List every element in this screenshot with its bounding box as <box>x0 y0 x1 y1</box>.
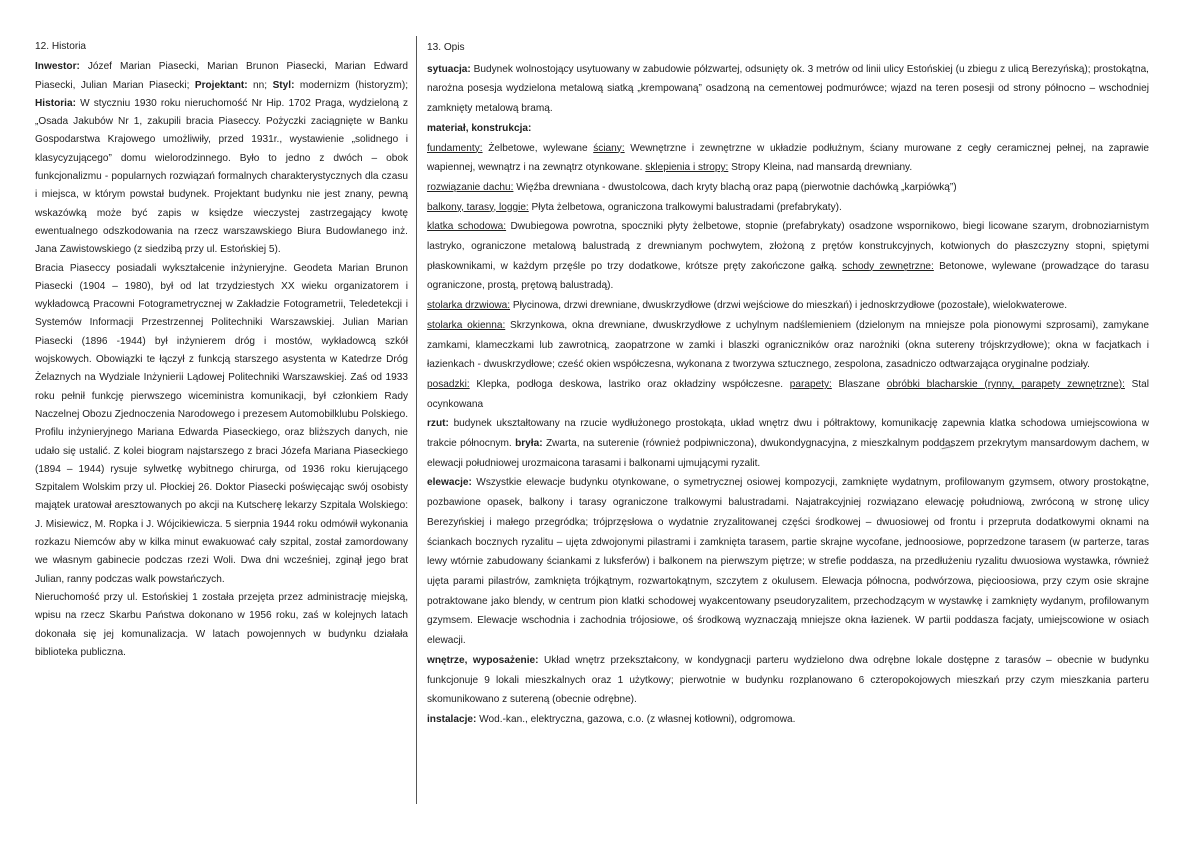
history-brothers-paragraph: Bracia Piaseccy posiadali wykształcenie inżynieryjne. Geodeta Marian Brunon Piasecki (1904 – 1980), był od lat trzydziestych XX wieku organizatorem i wykładowcą Pracowni Fotogrametrycznej w Zakładzie Fotogrametrii, Teledetekcji i Systemów Informacji Przestrzennej Politechniki Warszawskiej. Julian Marian Piasecki (1896 -1944) był inżynierem dróg i mostów, wykładowcą szkół wojskowych. Obowiązki te łączył z funkcją starszego asystenta w Katedrze Dróg Żelaznych na Wydziale Inżynierii Lądowej Politechniki Warszawskiej. Zaś od 1933 roku pełnił funkcję pierwszego wiceministra komunikacji, był członkiem Rady Naczelnej Obozu Zjednoczenia Narodowego i prezesem Automobilklubu Polskiego. Profilu inżynieryjnego Mariana Edwarda Piaseckiego, oraz bliższych danych, nie udało się ustalić. Z kolei biogram najstarszego z braci Józefa Mariana Piaseckiego (1894 – 1944) rysuje sylwetkę wybitnego chirurga, od 1936 roku kierującego Szpitalem Wolskim przy ul. Płockiej 26. Doktor Piasecki poświęcając swój osobisty majątek uratował aresztowanych po akcji na Kutscherę lekarzy Szpitala Wolskiego: J. Misiewicz, M. Ropka i J. Wójcikiewicza. 5 sierpnia 1944 roku odmówił wykonania rozkazu Niemców aby w kilka minut ewakuować cały szpital, został zamordowany we własnym gabinecie podczas rzezi Woli. Dwa dni wcześniej, zginął jego brat Julian, ranny podczas walk powstańczych. <box>35 262 408 585</box>
body-text: Układ wnętrz przekształcony, w kondygnacji parteru wydzielono dwa odrębne lokale dostępne z tarasów – obecnie w budynku funkcjonuje 9 lokali mieszkalnych oraz 1 użytkowy; pierwotnie w budynku rozplanowano 6 czteropokojowych mieszkań przy czym mieszkania parteru skomunikowano z sutereną (obecnie odrębne). <box>427 654 1149 706</box>
description-column <box>427 38 1149 730</box>
subfield-label: schody zewnętrzne: <box>842 260 934 272</box>
body-text: Betonowe, wylewane (prowadzące do tarasu ograniczone, prostą, prętową balustradą). <box>427 260 1149 292</box>
column-divider <box>416 36 417 804</box>
body-text: Zwarta, na suterenie (również podpiwniczona), dwukondygnacyjna, z mieszkalnym poddaszem przekrytym mansardowym dachem, w elewacji południowej urozmaicona tarasami i balkonami ujmującymi ryzalit. <box>427 438 1149 469</box>
subfield-label: sklepienia i stropy: <box>645 162 729 174</box>
body-text: Dwubiegowa powrotna, spoczniki płyty żelbetowe, stopnie (prefabrykaty) osadzone wspornikowo, biegi licowane szarym, drobnoziarnistym lastryko, ograniczone metalową balustradą z drewnianym pochwytem, złożoną z prętów konstrukcyjnych, kotwionych do płaszczyzny stopni, spiętymi płaskownikami, w każdym przęśle po trzy dodatkowe, krótsze pręty zakończone gałką. <box>427 221 1150 272</box>
field-label: Projektant: <box>194 79 248 91</box>
description-paragraph <box>427 375 1149 414</box>
subfield-label: stolarka okienna: <box>427 319 506 331</box>
body-text: Skrzynkowa, okna drewniane, dwuskrzydłowe z uchylnym nadślemieniem (dzielonym na mniejsze pola pionowymi szprosami), zamykane zamkami, klameczkami lub zawrotnicą, zaopatrzone w zamki i blaszki ograniczników oraz narożniki (okna sutereny trójskrzydłowe); okna w facjatkach i łazienkach - dwuskrzydłowe; cześć okien współczesna, wykonana z tworzywa sztucznego, zespolona, zasadniczo odtwarzająca oryginalne podziały. <box>427 319 1150 371</box>
subfield-label: posadzki: <box>427 378 470 390</box>
subfield-label: rozwiązanie dachu: <box>427 181 514 193</box>
body-text: Płycinowa, drzwi drewniane, dwuskrzydłowe (drzwi wejściowe do mieszkań) i jednoskrzydłowe (pozostałe), wielokwaterowe. <box>510 300 1068 312</box>
body-text: modernizm (historyzm); <box>294 79 408 91</box>
description-paragraph <box>427 139 1149 178</box>
subfield-label: balkony, tarasy, loggie: <box>427 201 529 213</box>
field-label: instalacje: <box>427 713 477 725</box>
subfield-label: ściany: <box>593 142 625 154</box>
body-text: Płyta żelbetowa, ograniczona tralkowymi balustradami (prefabrykaty). <box>528 201 842 213</box>
history-heading: 12. Historia <box>35 41 87 52</box>
subfield-label: stolarka drzwiowa: <box>427 300 511 312</box>
body-text: Budynek wolnostojący usytuowany w zabudowie półzwartej, odsunięty ok. 3 metrów od linii ulicy Estońskiej (u zbiegu z ulicą Berezyńską); prostokątna, narożna posesja wydzielona metalową siatką „krempowaną” osadzoną na cementowej podmurówce; wjazd na teren posesji od strony północno – wschodniej zamknięty metalową bramą. <box>427 63 1149 115</box>
description-paragraph <box>427 119 1149 139</box>
description-paragraph <box>427 217 1149 296</box>
description-paragraph <box>427 198 1149 218</box>
body-text: nn; <box>247 79 273 91</box>
body-text: budynek ukształtowany na rzucie wydłużonego prostokąta, układ wnętrz dwu i półtraktowy, komunikację zapewnia klatka schodowa umiejscowiona w trakcie północnym. <box>427 418 1149 450</box>
field-label: sytuacja: <box>427 63 471 75</box>
history-intro-paragraph <box>35 58 408 259</box>
subfield-label: klatka schodowa: <box>427 221 507 233</box>
description-paragraph <box>427 316 1149 375</box>
body-text: Żelbetowe, wylewane <box>482 142 594 154</box>
field-label: bryła: <box>515 438 543 450</box>
history-column <box>35 38 408 662</box>
field-label: Historia: <box>35 97 76 109</box>
description-heading: 13. Opis <box>427 42 465 53</box>
description-paragraph <box>427 60 1149 119</box>
subfield-label: obróbki blacharskie (rynny, parapety zewnętrzne): <box>886 378 1125 390</box>
description-body <box>427 60 1149 730</box>
body-text: Wod.-kan., elektryczna, gazowa, c.o. (z własnej kotłowni), odgromowa. <box>476 713 796 725</box>
field-label: rzut: <box>427 418 449 430</box>
field-label: wnętrze, wyposażenie: <box>427 654 539 666</box>
description-paragraph <box>427 178 1149 198</box>
body-text: Stal ocynkowana <box>427 378 1149 410</box>
history-property-paragraph: Nieruchomość przy ul. Estońskiej 1 została przejęta przez administrację miejską, wpisu na rzecz Skarbu Państwa dokonano w 1956 roku, zaś w kolejnych latach dokonała się jej komunalizacja. W latach powojennych w budynku działała biblioteka publiczna. <box>35 591 408 658</box>
body-text: Józef Marian Piasecki, Marian Brunon Piasecki, Marian Edward Piasecki, Julian Marian Piasecki; <box>35 61 408 91</box>
description-paragraph <box>427 710 1149 730</box>
description-paragraph <box>427 414 1149 473</box>
description-paragraph <box>427 296 1149 316</box>
subfield-label: fundamenty: <box>427 142 483 154</box>
body-text: Blaszane <box>831 378 887 390</box>
body-text: W styczniu 1930 roku nieruchomość Nr Hip. 1702 Praga, wydzieloną z „Osada Jakubów Nr 1, zakupili bracia Piaseccy. Pożyczki zaciągnięte w Banku Gospodarstwa Krajowego umożliwiły, przed 1931r., wystawienie „solidnego i klasycyzującego” domu wielorodzinnego. Było to jedno z dwóch – obok funkcjonalizmu - popularnych rozwiązań formalnych charakterystycznych dla czasu i miejsca, w którym powstał budynek. Projektant budynku nie jest znany, pewną wskazówką może być zapis w księdze wieczystej zastrzegający kwotę ewentualnego odszkodowania na rzecz warszawskiego Biura Budowlanego inż. Jana Zawistowskiego (z siedzibą przy ul. Estońskiej 5). <box>35 97 408 256</box>
description-paragraph <box>427 473 1149 650</box>
subfield-label: parapety: <box>789 378 832 390</box>
body-text: Klepka, podłoga deskowa, lastriko oraz okładziny współczesne. <box>469 378 790 390</box>
field-label: materiał, konstrukcja: <box>427 122 532 134</box>
body-text: Wszystkie elewacje budynku otynkowane, o symetrycznej osiowej kompozycji, zamknięte wydatnym, profilowanym gzymsem, otwory prostokątne, pozbawione opasek, balkony i tarasy ograniczone tralkowymi balustradami. Najatrakcyjniej rozwiązano elewację południową, zwróconą w stronę ulicy Berezyńskiej i małego przegródka; trójprzęsłowa o wydatnie zryzalitowanej części środkowej – dwuosiowej od frontu i przepruta dodatkowymi oknami na ściankach bocznych ryzalitu – ujęta zdwojonymi pilastrami i zamknięta tarasem, partie skrajne wycofane, jednoosiowe, poprzedzone tarasem (w parterze, taras lewy wtórnie zabudowany ściankami z luksferów) i balkonem na pierwszym piętrze; w strefie poddasza, na przedłużeniu ryzalitu dwuosiowa wystawka, również ujęta parami pilastrów, zamknięta trójkątnym, rozwartokątnym, szczytem z okulusem. Elewacja północna, podwórzowa, pięcioosiowa, przy czym osie skrajne potraktowane jako blendy, w centrum pion klatki schodowej wyakcentowany pseudoryzalitem, przechodzącym w wystawkę i zamknięty wydanym, profilowanym gzymsem. Elewacje wschodnia i zachodnia trójosiowe, oś środkową wyznaczają mniejsze okna łazienek. W partii poddasza facjaty, umiejscowione w osiach elewacji. <box>427 477 1149 647</box>
body-text: Więźba drewniana - dwustolcowa, dach kryty blachą oraz papą (pierwotnie dachówką „karpiówką”) <box>513 181 957 193</box>
body-text: Stropy Kleina, nad mansardą drewniany. <box>728 162 913 174</box>
description-paragraph <box>427 651 1149 710</box>
field-label: Styl: <box>272 79 295 91</box>
body-text: Wewnętrzne i zewnętrzne w układzie podłużnym, ściany murowane z cegły ceramicznej pełnej, na zaprawie wapiennej, wewnątrz i na zewnątrz otynkowane. <box>427 142 1149 174</box>
field-label: Inwestor: <box>35 61 80 73</box>
field-label: elewacje: <box>427 477 472 489</box>
